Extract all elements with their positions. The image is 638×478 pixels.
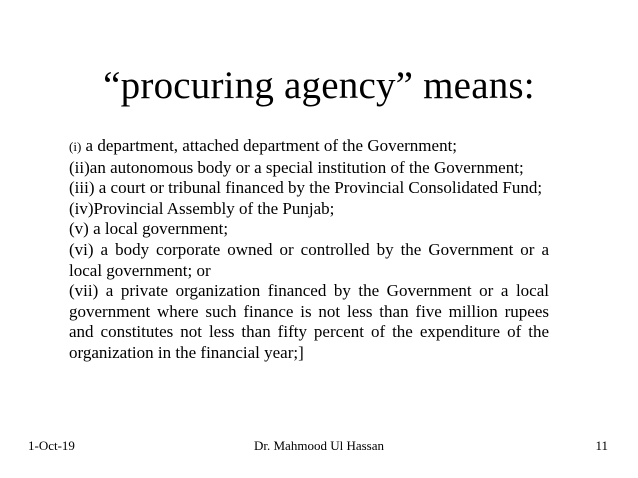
item-text: a private organization financed by the Government or a local government where such finance is not less than five million rupees and constitutes not less than fifty percent of the expenditure of the organization in the financial year;] — [69, 281, 549, 362]
footer-author: Dr. Mahmood Ul Hassan — [254, 438, 384, 453]
slide-title: “procuring agency” means: — [103, 64, 535, 107]
list-item — [69, 281, 549, 363]
list-item — [69, 158, 549, 179]
footer-date: 1-Oct-19 — [28, 438, 75, 453]
item-marker: (iv) — [69, 198, 94, 218]
item-text: a body corporate owned or controlled by the Government or a local government; or — [69, 239, 549, 280]
item-text: a department, attached department of the Government; — [81, 136, 458, 155]
list-item — [69, 219, 549, 240]
list-item — [69, 240, 549, 281]
item-text: a court or tribunal financed by the Provincial Consolidated Fund; — [94, 178, 543, 198]
item-marker: (vii) — [69, 281, 99, 301]
item-marker: (v) — [69, 219, 89, 239]
item-marker: (i) — [69, 139, 82, 154]
item-text: Provincial Assembly of the Punjab; — [93, 198, 335, 218]
item-marker: (ii) — [69, 157, 90, 177]
item-text: an autonomous body or a special institution of the Government; — [89, 157, 524, 177]
list-item — [69, 136, 549, 158]
definition-list — [69, 136, 549, 364]
item-marker: (vi) — [69, 239, 94, 259]
item-marker: (iii) — [69, 178, 95, 198]
list-item — [69, 178, 549, 199]
page-number: 11 — [595, 438, 608, 453]
item-text: a local government; — [88, 219, 229, 239]
list-item — [69, 199, 549, 220]
